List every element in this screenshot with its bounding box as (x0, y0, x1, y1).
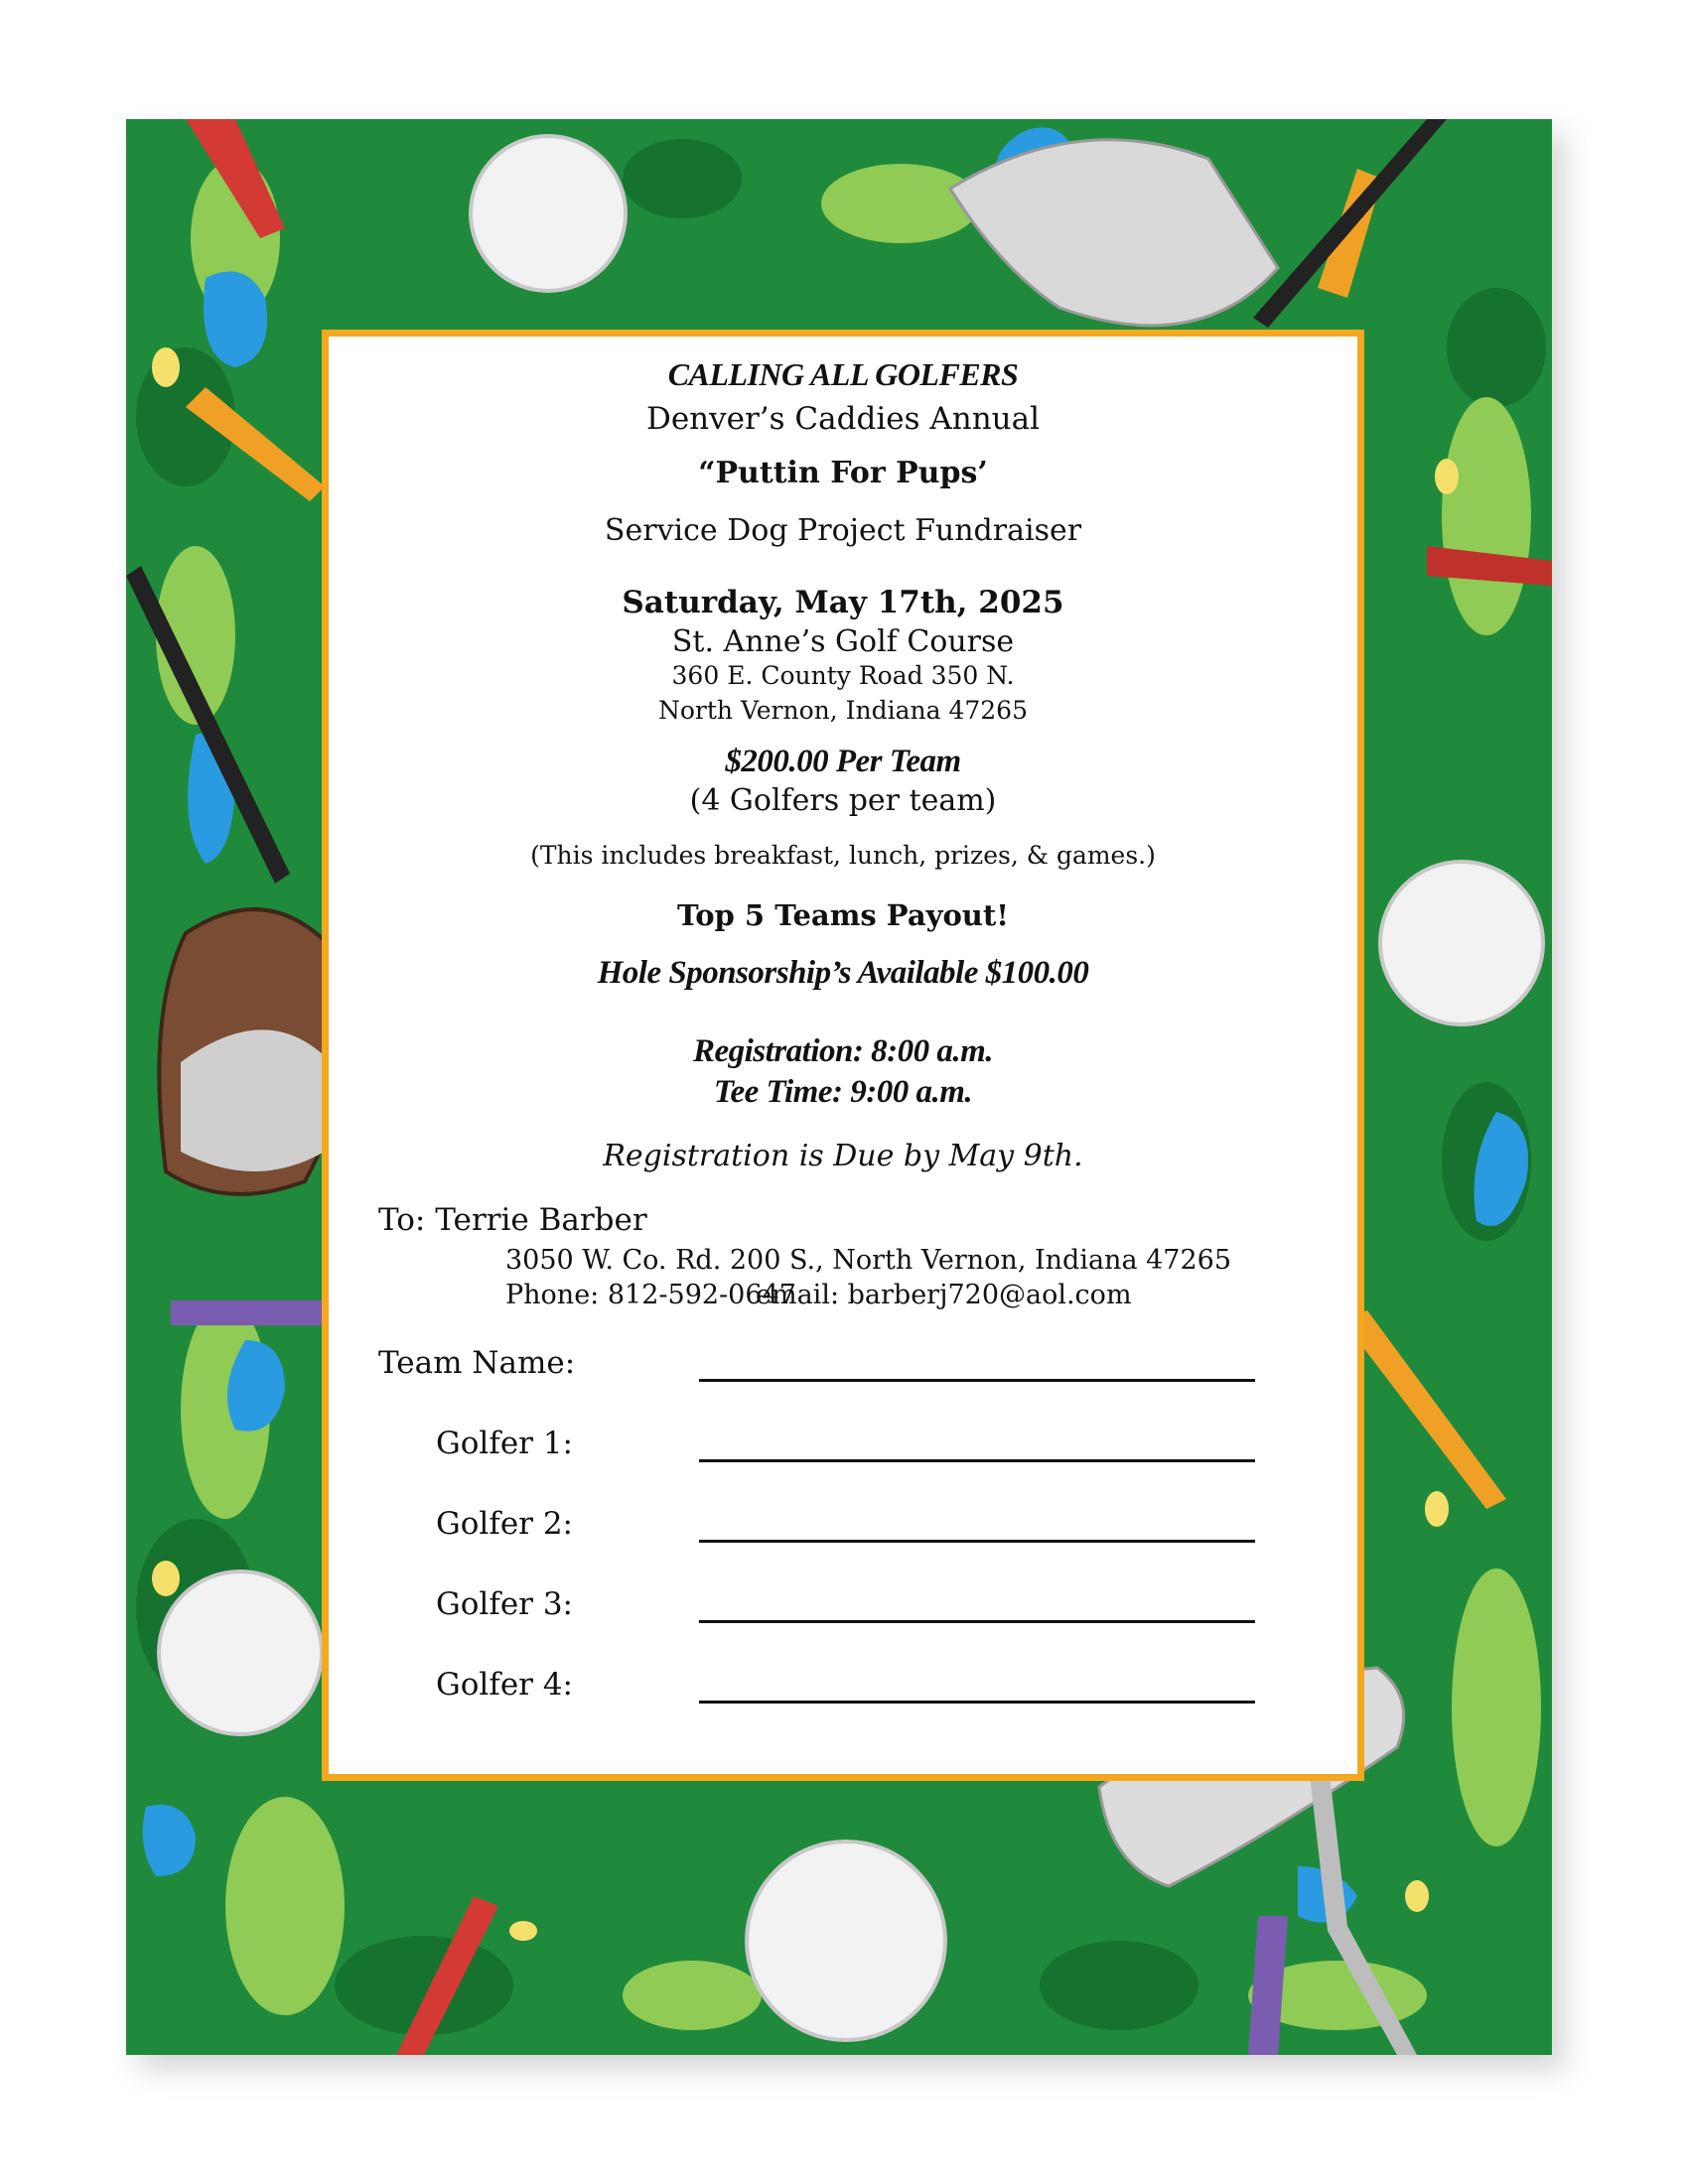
registration-time: Registration: 8:00 a.m. (692, 1033, 994, 1069)
golfer-4-field[interactable] (699, 1701, 1255, 1704)
contact-to: To: Terrie Barber (378, 1202, 647, 1238)
golfer-1-label: Golfer 1: (436, 1426, 574, 1461)
event-name: “Puttin For Pups’ (698, 456, 988, 490)
calling-heading: CALLING ALL GOLFERS (667, 356, 1019, 392)
venue-address-line1: 360 E. County Road 350 N. (671, 661, 1015, 690)
golfer-3-field[interactable] (699, 1620, 1255, 1623)
flyer-content-panel (322, 330, 1364, 1781)
contact-address: 3050 W. Co. Rd. 200 S., North Vernon, Indiana 47265 (505, 1245, 1232, 1276)
golfer-2-field[interactable] (699, 1540, 1255, 1543)
event-subtitle: Service Dog Project Fundraiser (604, 513, 1082, 548)
team-name-label: Team Name: (378, 1345, 576, 1381)
tee-time: Tee Time: 9:00 a.m. (713, 1074, 973, 1110)
contact-email: email: barberj720@aol.com (756, 1280, 1132, 1310)
venue-address-line2: North Vernon, Indiana 47265 (658, 696, 1028, 725)
includes-note: (This includes breakfast, lunch, prizes, & games.) (530, 841, 1156, 870)
golfer-4-label: Golfer 4: (436, 1667, 574, 1703)
payout-note: Top 5 Teams Payout! (676, 898, 1010, 932)
golfer-1-field[interactable] (699, 1459, 1255, 1462)
event-venue: St. Anne’s Golf Course (671, 624, 1015, 659)
team-price: $200.00 Per Team (725, 744, 961, 779)
event-date: Saturday, May 17th, 2025 (622, 585, 1064, 620)
organizer-line: Denver’s Caddies Annual (645, 401, 1041, 437)
flyer (126, 119, 1552, 2055)
team-size-note: (4 Golfers per team) (689, 783, 997, 818)
registration-due: Registration is Due by May 9th. (603, 1139, 1083, 1173)
golfer-3-label: Golfer 3: (436, 1586, 574, 1622)
contact-phone: Phone: 812-592-0647 (505, 1280, 796, 1310)
sponsorship-note: Hole Sponsorship’s Available $100.00 (597, 955, 1089, 991)
golfer-2-label: Golfer 2: (436, 1506, 574, 1542)
team-name-field[interactable] (699, 1379, 1255, 1382)
